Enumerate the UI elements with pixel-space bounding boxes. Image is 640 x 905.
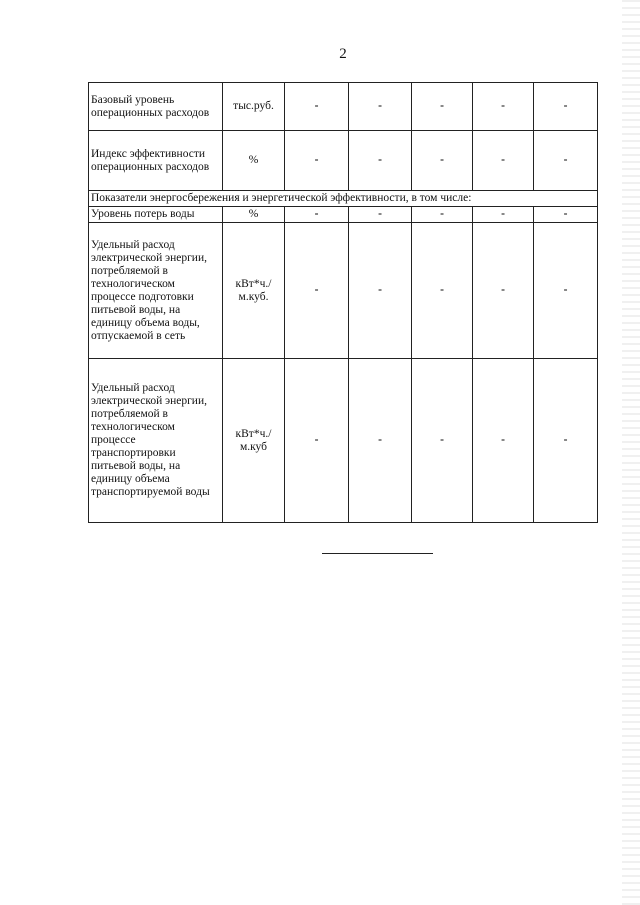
indicators-table [88,82,598,523]
indicator-name: Удельный расход электрической энергии, потребляемой в технологическом процессе транспортировки питьевой воды, на единицу объема транспортируемой воды [89,359,223,523]
value-cell: - [534,131,598,191]
value-cell: - [473,207,534,223]
value-cell: - [285,83,349,131]
value-cell: - [412,223,473,359]
unit-cell: % [223,207,285,223]
unit-cell: кВт*ч./м.куб [223,359,285,523]
value-cell: - [412,131,473,191]
value-cell: - [534,83,598,131]
table-row [89,207,598,223]
value-cell: - [285,131,349,191]
page-number: 2 [339,46,347,62]
value-cell: - [412,359,473,523]
value-cell: - [473,359,534,523]
value-cell: - [534,359,598,523]
indicator-name: Базовый уровень операционных расходов [89,83,223,131]
end-rule [322,553,433,554]
value-cell: - [285,223,349,359]
table-row [89,83,598,131]
unit-cell: кВт*ч./м.куб. [223,223,285,359]
value-cell: - [285,207,349,223]
value-cell: - [473,83,534,131]
indicator-name: Индекс эффективности операционных расходов [89,131,223,191]
unit-cell: % [223,131,285,191]
indicator-name: Уровень потерь воды [89,207,223,223]
unit-cell: тыс.руб. [223,83,285,131]
value-cell: - [349,131,412,191]
value-cell: - [349,223,412,359]
section-row [89,191,598,207]
indicator-name: Удельный расход электрической энергии, потребляемой в технологическом процессе подготовки питьевой воды, на единицу объема воды, отпускаемой в сеть [89,223,223,359]
value-cell: - [412,83,473,131]
value-cell: - [534,207,598,223]
value-cell: - [349,359,412,523]
table-row [89,223,598,359]
value-cell: - [412,207,473,223]
value-cell: - [473,223,534,359]
value-cell: - [349,83,412,131]
section-heading: Показатели энергосбережения и энергетической эффективности, в том числе: [89,191,598,207]
scan-edge-artifact [622,0,640,905]
value-cell: - [349,207,412,223]
table-row [89,131,598,191]
table-row [89,359,598,523]
value-cell: - [534,223,598,359]
value-cell: - [285,359,349,523]
value-cell: - [473,131,534,191]
